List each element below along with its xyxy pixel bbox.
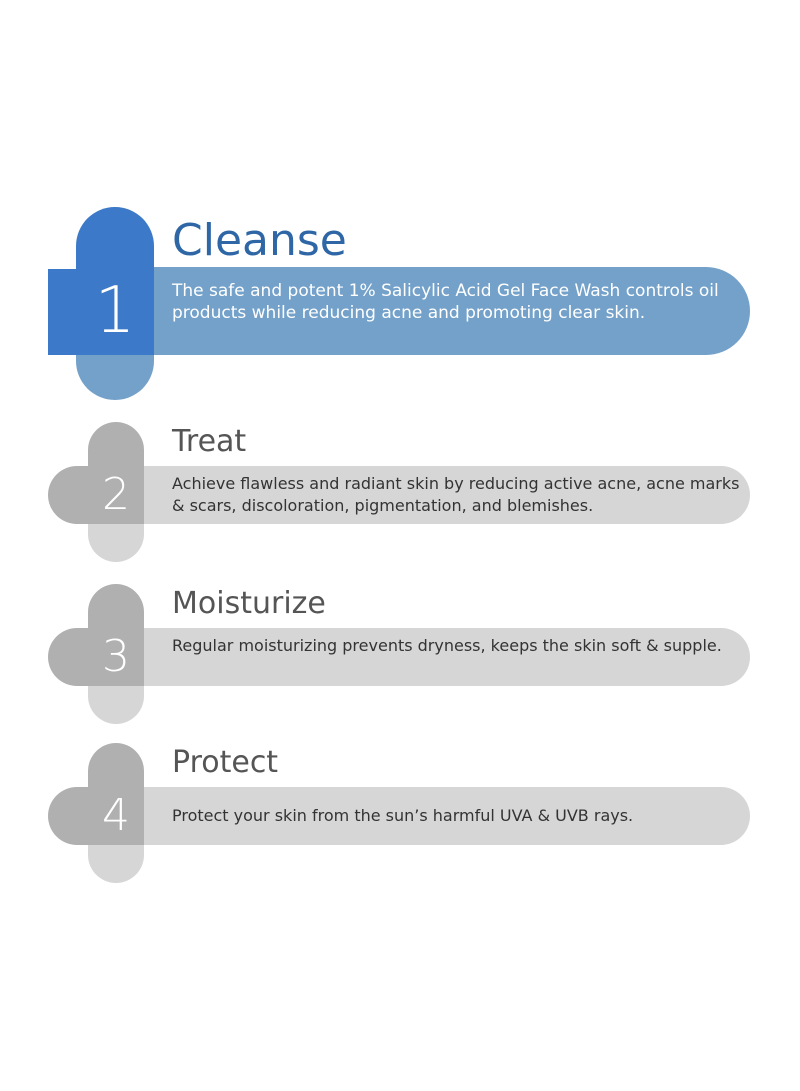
step-3-title: Moisturize — [172, 586, 326, 621]
step-1-title: Cleanse — [172, 215, 347, 266]
step-4-description: Protect your skin from the sun’s harmful UVA & UVB rays. — [172, 806, 634, 825]
step-3-description: Regular moisturizing prevents dryness, keeps the skin soft & supple. — [172, 636, 722, 655]
step-2-description: Achieve flawless and radiant skin by reducing active acne, acne marks & scars, discoloration, pigmentation, and blemishes. — [172, 474, 740, 515]
step-2-title: Treat — [172, 424, 247, 459]
step-1-number: 1 — [94, 274, 136, 348]
step-3-number: 3 — [102, 631, 130, 682]
step-cleanse — [0, 207, 800, 400]
step-1-description: The safe and potent 1% Salicylic Acid Gel Face Wash controls oil products while reducing acne and promoting clear skin. — [172, 281, 719, 323]
step-treat — [0, 422, 800, 562]
step-protect — [0, 743, 800, 883]
step-2-number: 2 — [102, 469, 130, 520]
step-4-number: 4 — [102, 790, 130, 841]
step-4-title: Protect — [172, 745, 279, 780]
step-moisturize — [0, 584, 800, 724]
